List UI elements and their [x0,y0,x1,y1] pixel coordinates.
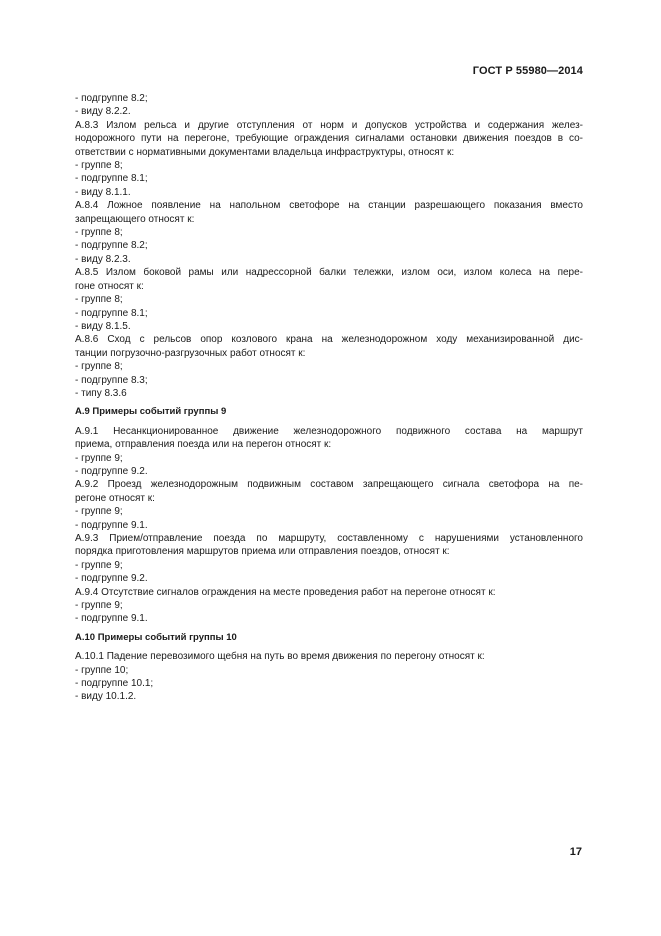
paragraph-line: порядка приготовления маршрутов приема или отправления поездов, относят к: [75,546,450,558]
document-id-header: ГОСТ Р 55980—2014 [472,65,583,77]
paragraph-line: ответствии с нормативными документами владельца инфраструктуры, относят к: [75,146,455,158]
paragraph-line: А.9.3 Прием/отправление поезда по маршруту, составленному с нарушениями установленного [75,533,583,544]
list-item: - виду 8.2.3. [75,253,131,265]
list-item: - виду 10.1.2. [75,691,137,703]
paragraph-line: А.8.5 Излом боковой рамы или надрессорной балки тележки, излом оси, излом колеса на пере- [75,267,583,279]
list-item: - подгруппе 8.1; [75,173,148,185]
list-item: - подгруппе 8.3; [75,374,148,386]
paragraph-line: А.8.6 Сход с рельсов опор козлового крана на железнодорожном ходу механизированной дис- [75,334,583,346]
list-item: - подгруппе 10.1; [75,678,154,690]
list-item: - виду 8.1.1. [75,186,131,198]
paragraph-line: А.9.2 Проезд железнодорожным подвижным составом запрещающего сигнала светофора на пе- [75,479,583,491]
list-item: - группе 9; [75,506,123,518]
list-item: - виду 8.2.2. [75,106,131,118]
paragraph-line: А.8.3 Излом рельса и другие отступления от норм и допусков устройства и содержания желез- [75,119,583,131]
list-item: - группе 8; [75,160,123,172]
paragraph-line: А.9.4 Отсутствие сигналов ограждения на месте проведения работ на перегоне относят к: [75,586,496,598]
list-item: - группе 8; [75,294,123,306]
list-item: - подгруппе 9.1. [75,519,148,531]
paragraph-line: А.8.4 Ложное появление на напольном светофоре на станции разрешающего показания вместо [75,200,583,212]
list-item: - группе 8; [75,227,123,239]
list-item: - виду 8.1.5. [75,320,131,332]
list-item: - подгруппе 9.1. [75,613,148,625]
section-heading-a9: А.9 Примеры событий группы 9 [75,406,227,418]
paragraph-line: А.9.1 Несанкционированное движение железнодорожного подвижного состава на маршрут [75,425,583,437]
list-item: - группе 8; [75,361,123,373]
list-item: - группе 9; [75,559,123,571]
list-item: - подгруппе 8.1; [75,307,148,319]
document-body [75,92,583,704]
list-item: - группе 10; [75,664,129,676]
list-item: - подгруппе 9.2. [75,573,148,585]
paragraph-line: нодорожного пути на перегоне, требующие ограждения сигналами остановки движения поездов в со- [75,133,583,145]
page-number: 17 [569,846,582,858]
paragraph-line: А.10.1 Падение перевозимого щебня на путь во время движения по перегону относят к: [75,651,485,663]
paragraph-line: приема, отправления поезда или на перегон относят к: [75,439,332,451]
list-item: - подгруппе 8.2; [75,93,148,104]
paragraph-line: танции погрузочно-разгрузочных работ относят к: [75,347,306,359]
list-item: - типу 8.3.6 [75,387,127,399]
list-item: - подгруппе 9.2. [75,465,148,477]
list-item: - подгруппе 8.2; [75,240,148,252]
paragraph-line: регоне относят к: [75,492,155,504]
paragraph-line: гоне относят к: [75,280,144,292]
section-heading-a10: А.10 Примеры событий группы 10 [75,631,237,643]
list-item: - группе 9; [75,452,123,464]
paragraph-line: запрещающего относят к: [75,213,195,225]
list-item: - группе 9; [75,600,123,612]
